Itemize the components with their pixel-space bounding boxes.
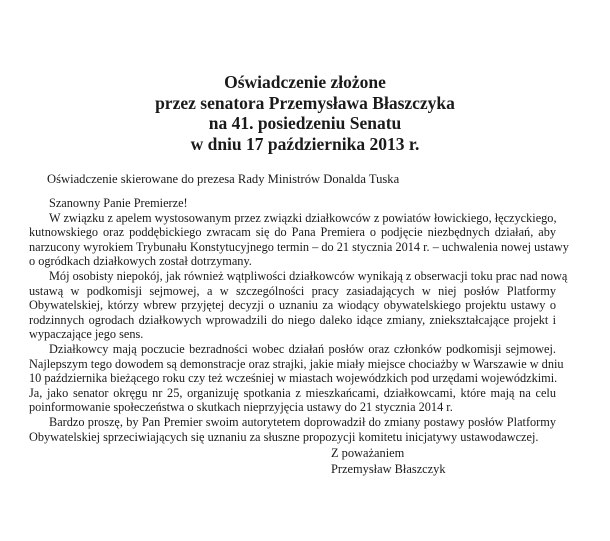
salutation: Szanowny Panie Premierze!: [49, 196, 188, 210]
body-line: rodzinnych ogrodach działkowych wprowadzili do niego daleko idące zmiany, zniekształcające projekt i: [29, 312, 556, 327]
document-title: [0, 72, 610, 154]
body-line: wypaczające jego sens.: [29, 327, 144, 342]
signature-block: [331, 446, 446, 477]
body-line: Obywatelskiej, którzy wbrew przyjętej decyzji o uznaniu za wiodący obywatelskiego projektu ustawy o: [29, 298, 556, 313]
closing-phrase: Z poważaniem: [331, 446, 405, 460]
body-line: Obywatelskiej sprzeciwiających się uznaniu za słuszne propozycji komitetu inicjatywy ustawodawczej.: [29, 429, 539, 444]
body-line: 10 października bieżącego roku czy też wcześniej w miastach wojewódzkich pod urzędami wojewódzkimi.: [29, 371, 558, 386]
addressee-line: Oświadczenie skierowane do prezesa Rady Ministrów Donalda Tuska: [47, 172, 400, 186]
signatory-name: Przemysław Błaszczyk: [331, 461, 446, 476]
body-line: W związku z apelem wystosowanym przez związki działkowców z powiatów łowickiego, łęczyckiego,: [49, 210, 557, 225]
title-line: w dniu 17 października 2013 r.: [190, 133, 420, 154]
title-line: na 41. posiedzeniu Senatu: [208, 113, 402, 133]
title-line: przez senatora Przemysława Błaszczyka: [155, 92, 455, 113]
statement-body: [29, 196, 569, 444]
body-line: Ja, jako senator okręgu nr 25, organizuję spotkania z mieszkańcami, działkowcami, które mają na celu: [29, 385, 556, 400]
title-line: Oświadczenie złożone: [224, 72, 386, 92]
body-line: Bardzo proszę, by Pan Premier swoim autorytetem doprowadził do zmiany postawy posłów Platformy: [49, 414, 556, 429]
body-line: o ogródkach działkowych został dotrzymany.: [29, 254, 252, 269]
body-line: ustawą w podkomisji sejmowej, a w szczególności pracy zasiadających w niej posłów Platformy: [29, 283, 556, 298]
body-line: Działkowcy mają poczucie bezradności wobec działań posłów oraz członków podkomisji sejmowej.: [49, 341, 556, 356]
body-line: Najlepszym tego dowodem są demonstracje oraz strajki, jakie miały miejsce chociażby w Warszawie w dniu: [29, 356, 564, 371]
body-line: poinformowanie społeczeństwa o skutkach nieprzyjęcia ustawy do 21 stycznia 2014 r.: [29, 400, 453, 415]
body-line: narzucony wyrokiem Trybunału Konstytucyjnego termin – do 21 stycznia 2014 r. – uchwalenia nowej ustawy: [29, 239, 569, 254]
body-line: kutnowskiego oraz poddębickiego zwracam się do Pana Premiera o podjęcie niezbędnych działań, aby: [29, 225, 556, 240]
body-line: Mój osobisty niepokój, jak również wątpliwości działkowców wynikają z obserwacji toku prac nad nową: [49, 268, 568, 283]
